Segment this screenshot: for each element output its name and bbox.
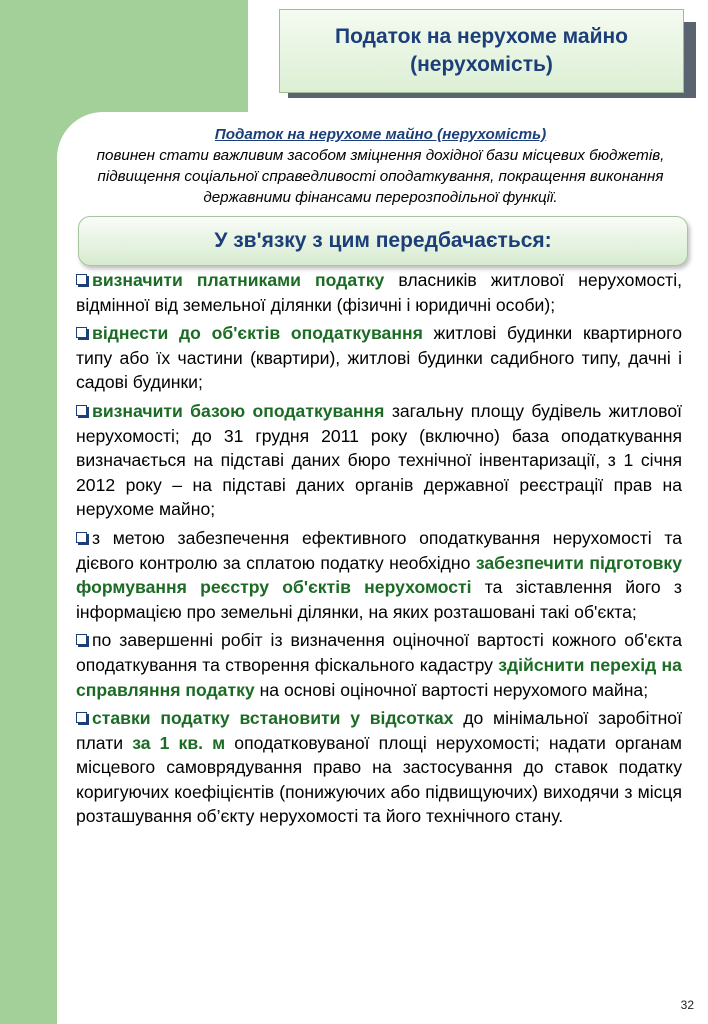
item-text: до мінімальної заробітної плати: [76, 708, 682, 753]
item-emphasis: здійснити перехід на справляння податку: [76, 654, 682, 700]
banner: [78, 216, 688, 266]
item-emphasis: визначити базою оподаткування: [92, 400, 385, 421]
list-item: [76, 706, 682, 829]
item-text: житлові будинки квартирного типу або їх частини (квартири), житлові будинки садибного типу, дачні і садові будинки;: [76, 323, 682, 393]
item-emphasis: віднести до об'єктів оподаткування: [92, 323, 423, 344]
checkbox-bullet-icon: [76, 274, 87, 285]
checkbox-bullet-icon: [76, 634, 87, 645]
item-text: та зіставлення його з інформацією про земельні ділянки, на яких розташовані такі об'єкта;: [76, 577, 682, 622]
title-box: [279, 9, 684, 93]
checkbox-bullet-icon: [76, 532, 87, 543]
measures-list: [76, 268, 682, 833]
list-item: [76, 321, 682, 395]
page-title: [335, 23, 628, 79]
list-item: [76, 628, 682, 702]
list-item: [76, 268, 682, 317]
item-text: загальну площу будівель житлової нерухомості; до 31 грудня 2011 року (включно) база оподаткування визначається на підставі даних бюро технічної інвентаризації, з 1 січня 2012 року – на підставі даних органів державної реєстрації прав на нерухоме майно;: [76, 400, 682, 520]
item-text: по завершенні робіт із визначення оціночної вартості кожного об'єкта оподаткування та створення фіскального кадастру: [76, 630, 682, 675]
checkbox-bullet-icon: [76, 712, 87, 723]
list-item: [76, 526, 682, 624]
checkbox-bullet-icon: [76, 327, 87, 338]
item-emphasis: забезпечити підготовку формування реєстру об'єктів нерухомості: [76, 552, 682, 598]
checkbox-bullet-icon: [76, 405, 87, 416]
item-emphasis: визначити платниками податку: [92, 270, 385, 290]
item-text: власників житлової нерухомості, відмінної від земельної ділянки (фізичні і юридичні особи);: [76, 270, 682, 315]
intro-heading: Податок на нерухоме майно (нерухомість): [214, 126, 547, 143]
item-text: на основі оціночної вартості нерухомого майна;: [254, 679, 649, 700]
list-item: [76, 399, 682, 522]
intro-text: повинен стати важливим засобом зміцнення дохідної бази місцевих бюджетів, підвищення соціальної справедливості оподаткування, покращення виконання державними фінансами перерозподільної функції.: [96, 147, 665, 206]
intro-paragraph: [58, 124, 703, 208]
item-text: оподатковуваної площі нерухомості; надати органам місцевого самоврядування право на застосування до ставок податку коригуючих коефіцієнтів (понижуючих або підвищуючих) виходячи з місця розташування об’єкту нерухомості та його технічного стану.: [76, 732, 682, 827]
banner-text: У зв'язку з цим передбачається:: [214, 229, 552, 252]
item-emphasis: за 1 кв. м: [132, 732, 226, 753]
item-text: з метою забезпечення ефективного оподаткування нерухомості та дієвого контролю за сплатою податку необхідно: [76, 527, 682, 573]
title-line-2: (нерухомість): [410, 53, 553, 76]
item-emphasis: ставки податку встановити у відсотках: [92, 708, 454, 729]
page-number: 32: [680, 998, 694, 1012]
title-line-1: Податок на нерухоме майно: [335, 25, 628, 48]
